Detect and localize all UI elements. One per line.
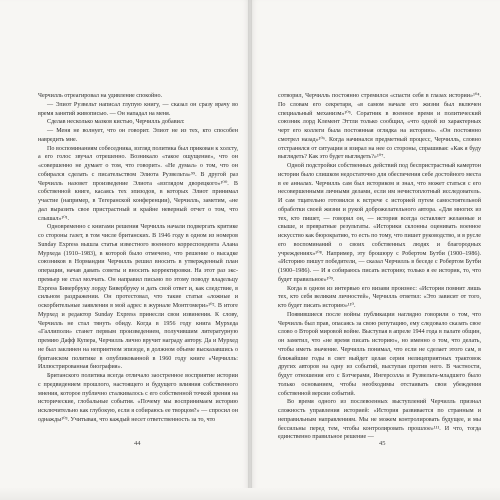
paragraph: Британского политика всегда отличало заостренное восприятие истории с предвидением прошлого, настоящего и будущего влияния собственного мнения, которое публично сталкивалось с его собственной точкой зрения на исторические, глобальные события. «Почему мы воспринимаем историю исключительно как глубокую, если я собираюсь ее творцом?» — спросил он однажды¹⁰³. Учитывая, что каждый несет ответственность за то, что [38, 373, 238, 423]
paragraph: Когда в одном из интервью его визави произнес: «История помнит лишь тех, кто себя великим личностей», Черчилль ответил: «Это зависит от того, кто будет писать историю»¹¹⁰. [278, 285, 481, 309]
paragraph: Черчилль отреагировал на удивление спокойно. [38, 93, 163, 99]
right-page-number: 45 [379, 440, 386, 447]
left-page-number: 44 [134, 440, 141, 447]
paragraph: — Меня не волнует, что он говорит. Элиот не из тех, кто способен навредить мне. [38, 128, 238, 143]
paragraph: Во время одного из послевоенных выступлений Черчилль признал сложность управления историей: «История развивается по странным и неправильным направлениям. Мы не можем контролировать будущее, и мы бессильны перед тем, чтобы контролировать прошлое»¹¹¹. И что, тогда единственно правильное решение — [278, 399, 481, 441]
paragraph: Одной подстройки собственных действий под беспристрастный камертон истории было слишком недостаточно для обеспечения себе достойного места в ее анналах. Черчилль сам был историком и знал, что может статься с его несовершенными личными делами, если им нечистоплотный исследователь. И сам тщательно готовился к встрече с историей путем самостоятельной обработки своей жизни и рукой доброжелательного автора. «Для многих из тех, кто пишет, — говорил он, — история всегда оставляет желанные и свыше, и превратные результаты. «Историки склонны оценивать военное искусство как бюрократию, то есть по тому, что пишет руководство, и в русле его воспоминаний о своих собственных людях и благородных учреждениях»¹⁰⁸. Например, эту брошюру с Робертом Бутби (1900–1986). «Историю пишут победители, — сказал Черчилль в беседе с Робертом Бутби (1900–1986). — И я собираюсь писать историю; только я ее историк, то, что будет правильное»¹⁰⁹. [278, 163, 481, 283]
paragraph: сотворил, Черчилль постоянно стремился «спасти себя в глазах истории»¹⁰⁴. По словам его секретаря, «в самом начале его жизни был включен специальный механизм»¹⁰⁵. Соратник в военное время и политический союзник лорд Клемент Эттли только сообщил, «что одной из характерных черт его коллеги была постоянная оглядка на историю». «Он постоянно смотрел назад»¹⁰⁶. Когда начинался предметный процесс, Черчилль, словно отстранялся от ситуации и взирал на нее со стороны, спрашивая: «Как я буду выглядеть? Как это будет выглядеть?»¹⁰⁷. [278, 93, 481, 161]
right-page [250, 0, 500, 500]
page-bottom-edge [0, 488, 500, 500]
paragraph: Сделав несколько мазков кистью, Черчилль добавил: [47, 119, 185, 126]
left-page-text [38, 92, 238, 425]
right-page-text [278, 92, 481, 442]
book-gutter [248, 0, 252, 500]
paragraph: Одновременно с книгами решения Черчилль начали подвергать критике со стороны газет, в том числе британских. В 1946 году в одном из номеров Sunday Express вышла статья известного военного корреспондента Алана Мурхеда (1910–1983), в которой было отмечено, что решение о высадке союзников в Нормандии Черчилль решил вносить в утвержденный план операции, начав давать советы и вносить корректировки. На этот раз экс-премьер не стал молчать. Он направил письмо по этому поводу владельцу Express Бивербруку лорду Бивербруку и дать свой ответ и, как следствие, в сильном раздражении. Он протестовал, что такие статьи «ложные и оскорбительные заявления в мой адрес в журнале Монтгомери»¹⁰². В итоге Мурхед и редактор Sunday Express принесли свои извинения. К слову, Черчилль не стал тянуть обиду. Когда в 1956 году книга Мурхеда «Галлиполи» станет первым произведением, получившим литературную премию Дафф Купера, Черчилль лично вручит награду автору. Да и Мурхед не был заклинен на неприятном эпизоде, в должном объеме высказавшись о британском политике в опубликованной в 1960 году книге «Черчилль: Иллюстрированная биография». [38, 224, 238, 371]
paragraph: Появившиеся после войны публикации наглядно говорили о том, что Черчилль был прав, опасаясь за свою репутацию, ему следовало сказать свое слово о Второй мировой войне. Выступая в апреле 1944 года в палате общин, он заметил, что «не время писать историю», но именно о том, что делать, чтобы иметь значение. Черчилль понимал, что если не сделает этого сам, в ближайшие годы в свет выйдет целая серия нелицеприятных трактовок других авторов на одну из событий, выступая против него. В частности, будут отношения его с Бэтчерами, Ингерсолла и Рузвельта-младшего было только основанием, чтобы необходимы отстаивать свои убеждения собственной версии событий. [278, 311, 481, 397]
paragraph: По воспоминаниям собеседника, взгляд политика был прикован к холсту, а его голос звучал отрешенно. Возникало «такое ощущение», что он «совершенно не думает о том, что говорит». «Не думал» о том, что он собирался сделать с писательством Элиота Рузвельта»⁹⁹. В другой раз Черчилль назовет произведение Элиота «взглядом дворецкого»¹⁰⁰. В собственной книге, касаясь тех эпизодов, в которых Элиот принимал участие (например, в Тегеранской конференции), Черчилль, заметим, «не дал выразить свое пристрастный и крайне неверный отчет о том, что слышал»¹⁰¹. [38, 145, 238, 222]
paragraph: — Элиот Рузвельт написал глупую книгу, — сказал он сразу врачу во время занятий живописью. — Он нападал на меня. [38, 101, 238, 117]
